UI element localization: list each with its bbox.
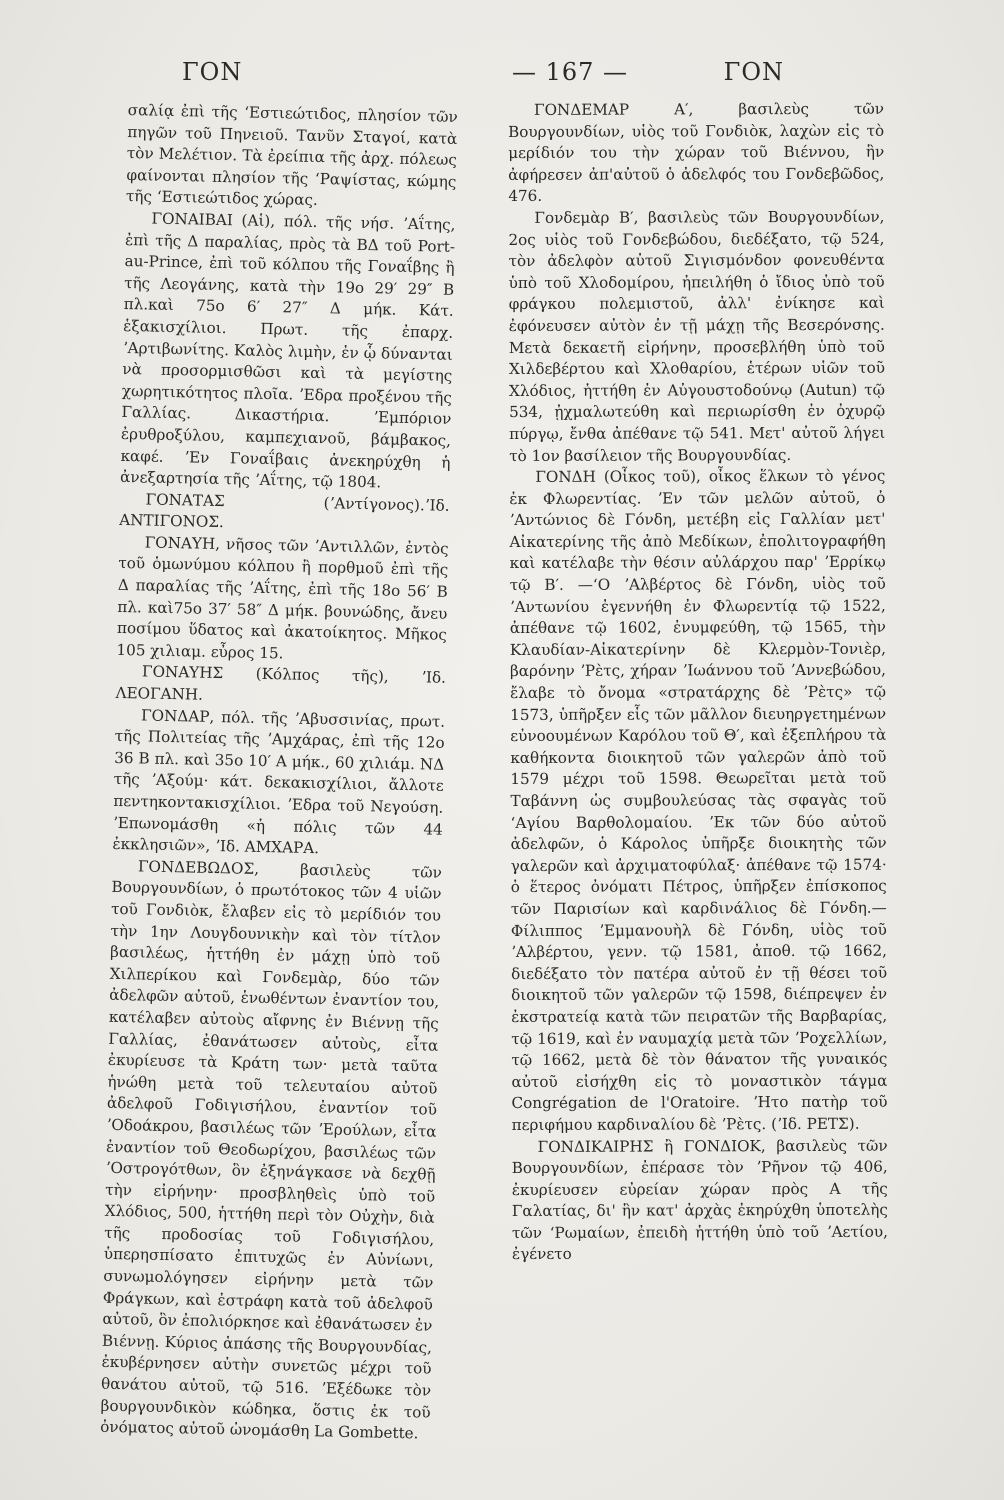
running-head [100,58,924,98]
right-entry-1: Γονδεμὰρ Β′, βασιλεὺς τῶν Βουργουνδίων, 2ος υἱὸς τοῦ Γονδεβώδου, διεδέξατο, τῷ 524, τὸν ἀδελφὸν αὐτοῦ Σιγισμόνδον φονευθέντα ὑπὸ τοῦ Χλοδομίρου, ἠπειλήθη ὁ ἴδιος ὑπὸ τοῦ φράγκου πολεμιστοῦ, ἀλλ' ἐνίκησε καὶ ἐφόνευσεν αὐτὸν ἐν τῇ μάχῃ τῆς Βεσερόνσης. Μετὰ δεκαετῆ εἰρήνην, προσεβλήθη ὑπὸ τοῦ Χιλδεβέρτου καὶ Χλοθαρίου, ἑτέρων υἱῶν τοῦ Χλόδιος, ἡττήθη ἐν Αὐγουστοδούνῳ (Autun) τῷ 534, ᾐχμαλωτεύθη καὶ περιωρίσθη ἐν ὀχυρῷ πύργῳ, ἔνθα ἀπέθανε τῷ 541. Μετ' αὐτοῦ λήγει τὸ 1ον βασίλειον τῆς Βουργουνδίας. [508,207,886,465]
header-left-keyword: ΓΟΝ [182,58,243,86]
right-entry-3: ΓΟΝΔΙΚΑΙΡΗΣ ἢ ΓΟΝΔΙΟΚ, βασιλεὺς τῶν Βουργουνδίων, ἐπέρασε τὸν ʼΡῆνον τῷ 406, ἐκυρίευσεν εὐρείαν χώραν πρὸς Α τῆς Γαλατίας, δι' ἣν κατ' ἀρχὰς ἐκηρύχθη ὑποτελὴς τῶν ʻΡωμαίων, ἐπειδὴ ἡττήθη ὑπὸ τοῦ ʼΑετίου, ἐγένετο [511,1136,888,1264]
left-entry-2: ΓΟΝΑΤΑΣ (ʼΑντίγονος).ʼΙδ. ΑΝΤΙΓΟΝΟΣ. [119,490,450,532]
left-entry-5: ΓΟΝΔΑΡ, πόλ. τῆς ʼΑβυσσινίας, πρωτ. τῆς Πολιτείας τῆς ʼΑμχάρας, ἐπὶ τῆς 12ο 36 Β πλ. καὶ 35ο 10′ Α μήκ., 60 χιλιάμ. ΝΔ τῆς ʼΑξούμ· κάτ. δεκακισχίλιοι, ἄλλοτε πεντηκοντακισχίλιοι. ʼΕδρα τοῦ Νεγούση. ʼΕπωνομάσθη «ἡ πόλις τῶν 44 ἐκκλησιῶν», ʼΙδ. ΑΜΧΑΡΑ. [112,706,446,858]
left-entry-6: ΓΟΝΔΕΒΩΔΟΣ, βασιλεὺς τῶν Βουργουνδίων, ὁ πρωτότοκος τῶν 4 υἱῶν τοῦ Γονδιὸκ, ἔλαβεν εἰς τὸ μερίδιόν του τὴν 1ην Λουγδουνικὴν καὶ τὸν τίτλον βασιλέως, ἡττήθη ἐν μάχῃ ὑπὸ τοῦ Χιλπερίκου καὶ Γονδεμὰρ, δύο τῶν ἀδελφῶν αὐτοῦ, ἑνωθέντων ἐναντίον του, κατέλαβεν αὐτοὺς αἴφνης ἐν Βιέννῃ τῆς Γαλλίας, ἐθανάτωσεν αὐτοὺς, εἶτα ἐκυρίευσε τὰ Κράτη των· μετὰ ταῦτα ἡνώθη μετὰ τοῦ τελευταίου αὐτοῦ ἀδελφοῦ Γοδιγισήλου, ἐναντίον τοῦ ʼΟδοάκρου, βασιλέως τῶν ʼΕρούλων, εἶτα ἐναντίον τοῦ Θεοδωρίχου, βασιλέως τῶν ʼΟστρογότθων, ὃν ἐξηνάγκασε νὰ δεχθῇ τὴν εἰρήνην· προσβληθεὶς ὑπὸ τοῦ Χλόδιος, 500, ἡττήθη περὶ τὸν Οὐχὴν, διὰ τῆς προδοσίας τοῦ Γοδιγισήλου, ὑπερησπίσατο ἐπιτυχῶς ἐν Αὐνίωνι, συνωμολόγησεν εἰρήνην μετὰ τῶν Φράγκων, καὶ ἐστράφη κατὰ τοῦ ἀδελφοῦ αὐτοῦ, ὃν ἐπολιόρκησε καὶ ἐθανάτωσεν ἐν Βιέννῃ. Κύριος ἁπάσης τῆς Βουργουνδίας, ἐκυβέρνησεν αὐτὴν συνετῶς μέχρι τοῦ θανάτου αὐτοῦ, τῷ 516. ʼΕξέδωκε τὸν βουργουνδικὸν κώδηκα, ὅστις ἐκ τοῦ ὀνόματος αὐτοῦ ὠνομάσθη La Gombette. [100,857,443,1443]
right-entry-0: ΓΟΝΔΕΜΑΡ Α′, βασιλεὺς τῶν Βουργουνδίων, υἱὸς τοῦ Γονδιὸκ, λαχὼν εἰς τὸ μερίδιόν του τὴν χώραν τοῦ Βιέννου, ἣν ἀφήρεσεν ἀπ'αὐτοῦ ὁ ἀδελφός του Γονδεβῶδος, 476. [508,99,885,206]
header-right-keyword: ΓΟΝ [723,58,784,86]
left-column [100,100,458,1445]
page-number: — 167 — [511,58,629,86]
right-column [508,99,888,1266]
left-entry-0: σαλίᾳ ἐπὶ τῆς ʻΕστιεώτιδος, πλησίον τῶν πηγῶν τοῦ Πηνειοῦ. Τανῦν Σταγοί, κατὰ τὸν Μελέτιον. Τὰ ἐρείπια τῆς ἀρχ. πόλεως φαίνονται πλησίον τῆς ʻΡαψίστας, κώμης τῆς ʻΕστιεώτιδος χώρας. [125,100,458,210]
left-entry-3: ΓΟΝΑΥΗ, νῆσος τῶν ʼΑντιλλῶν, ἐντὸς τοῦ ὁμωνύμου κόλπου ἢ πορθμοῦ ἐπὶ τῆς Δ παραλίας τῆς ʼΑΐτης, ἐπὶ τῆς 18ο 56′ Β πλ. καὶ75ο 37′ 58″ Δ μήκ. βουνώδης, ἄνευ ποσίμου ὕδατος καὶ ἀκατοίκητος. Μῆκος 105 χιλιαμ. εὖρος 15. [116,533,449,663]
left-entry-4: ΓΟΝΑΥΗΣ (Κόλπος τῆς), ʼΙδ. ΛΕΟΓΑΝΗ. [115,662,447,704]
left-entry-1: ΓΟΝΑΙΒΑΙ (Αἱ), πόλ. τῆς νήσ. ʼΑΐτης, ἐπὶ τῆς Δ παραλίας, πρὸς τὰ ΒΔ τοῦ Port-au-Prince, ἐπὶ τοῦ κόλπου τῆς Γοναΐβης ἢ τῆς Λεογάνης, κατὰ τὴν 19ο 29′ 29″ Β πλ.καὶ 75ο 6′ 27″ Δ μήκ. Κάτ. ἑξακισχίλιοι. Πρωτ. τῆς ἐπαρχ. ʼΑρτιβωνίτης. Καλὸς λιμὴν, ἐν ᾧ δύνανται νὰ προσορμισθῶσι καὶ τὰ μεγίστης χωρητικότητος πλοῖα. ʼΕδρα προξένου τῆς Γαλλίας. Δικαστήρια. ʼΕμπόριον ἐρυθροξύλου, καμπεχιανοῦ, βάμβακος, καφέ. ʼΕν Γοναΐβαις ἀνεκηρύχθη ἡ ἀνεξαρτησία τῆς ʼΑΐτης, τῷ 1804. [119,209,456,492]
right-entry-2: ΓΟΝΔΗ (Οἶκος τοῦ), οἶκος ἕλκων τὸ γένος ἐκ Φλωρεντίας. ʼΕν τῶν μελῶν αὐτοῦ, ὁ ʼΑντώνιος δὲ Γόνδη, μετέβη εἰς Γαλλίαν μετ' Αἰκατερίνης τῆς ἀπὸ Μεδίκων, ἐπολιτογραφήθη καὶ κατέλαβε τὴν θέσιν αὐλάρχου παρ' ʼΕρρίκῳ τῷ Β′. —ʻΟ ʼΑλβέρτος δὲ Γόνδη, υἱὸς τοῦ ʼΑντωνίου ἐγεννήθη ἐν Φλωρεντίᾳ τῷ 1522, ἀπέθανε τῷ 1602, ἐνυμφεύθη, τῷ 1565, τὴν Κλαυδίαν-Αἰκατερίνην δὲ Κλερμὸν-Τονιὲρ, βαρόνην ʼΡὲτς, χήραν ʼΙωάννου τοῦ ʼΑννεβώδου, ἔλαβε τὸ ὄνομα «στρατάρχης δὲ ʼΡὲτς» τῷ 1573, ὑπῆρξεν εἷς τῶν μᾶλλον διευηργετημένων εὐνοουμένων Καρόλου τοῦ Θ′, καὶ ἐξεπλήρου τὰ καθήκοντα διοικητοῦ τῶν γαλερῶν ἀπὸ τοῦ 1579 μέχρι τοῦ 1598. Θεωρεῖται μετὰ τοῦ Ταβάννη ὡς συμβουλεύσας τὰς σφαγὰς τοῦ ʻΑγίου Βαρθολομαίου. ʼΕκ τῶν δύο αὐτοῦ ἀδελφῶν, ὁ Κάρολος ὑπῆρξε διοικητὴς τῶν γαλερῶν καὶ ἀρχιματοφύλαξ· ἀπέθανε τῷ 1574· ὁ ἕτερος ὀνόματι Πέτρος, ὑπῆρξεν ἐπίσκοπος τῶν Παρισίων καὶ καρδινάλιος δὲ Γόνδη.—Φίλιππος ʼΕμμανουὴλ δὲ Γόνδη, υἱὸς τοῦ ʼΑλβέρτου, γενν. τῷ 1581, ἀποθ. τῷ 1662, διεδέξατο τὸν πατέρα αὐτοῦ ἐν τῇ θέσει τοῦ διοικητοῦ τῶν γαλερῶν τῷ 1598, διέπρεψεν ἐν ἐκστρατείᾳ κατὰ τῶν πειρατῶν τῆς Βαρβαρίας, τῷ 1619, καὶ ἐν ναυμαχίᾳ μετὰ τῶν ʼΡοχελλίων, τῷ 1662, μετὰ δὲ τὸν θάνατον τῆς γυναικός αὐτοῦ εἰσήχθη εἰς τὸ μοναστικὸν τάγμα Congrégation de l'Oratoire. ʼΗτο πατὴρ τοῦ περιφήμου καρδιναλίου δὲ ʼΡὲτς. (ʼΙδ. ΡΕΤΣ). [509,466,888,1134]
